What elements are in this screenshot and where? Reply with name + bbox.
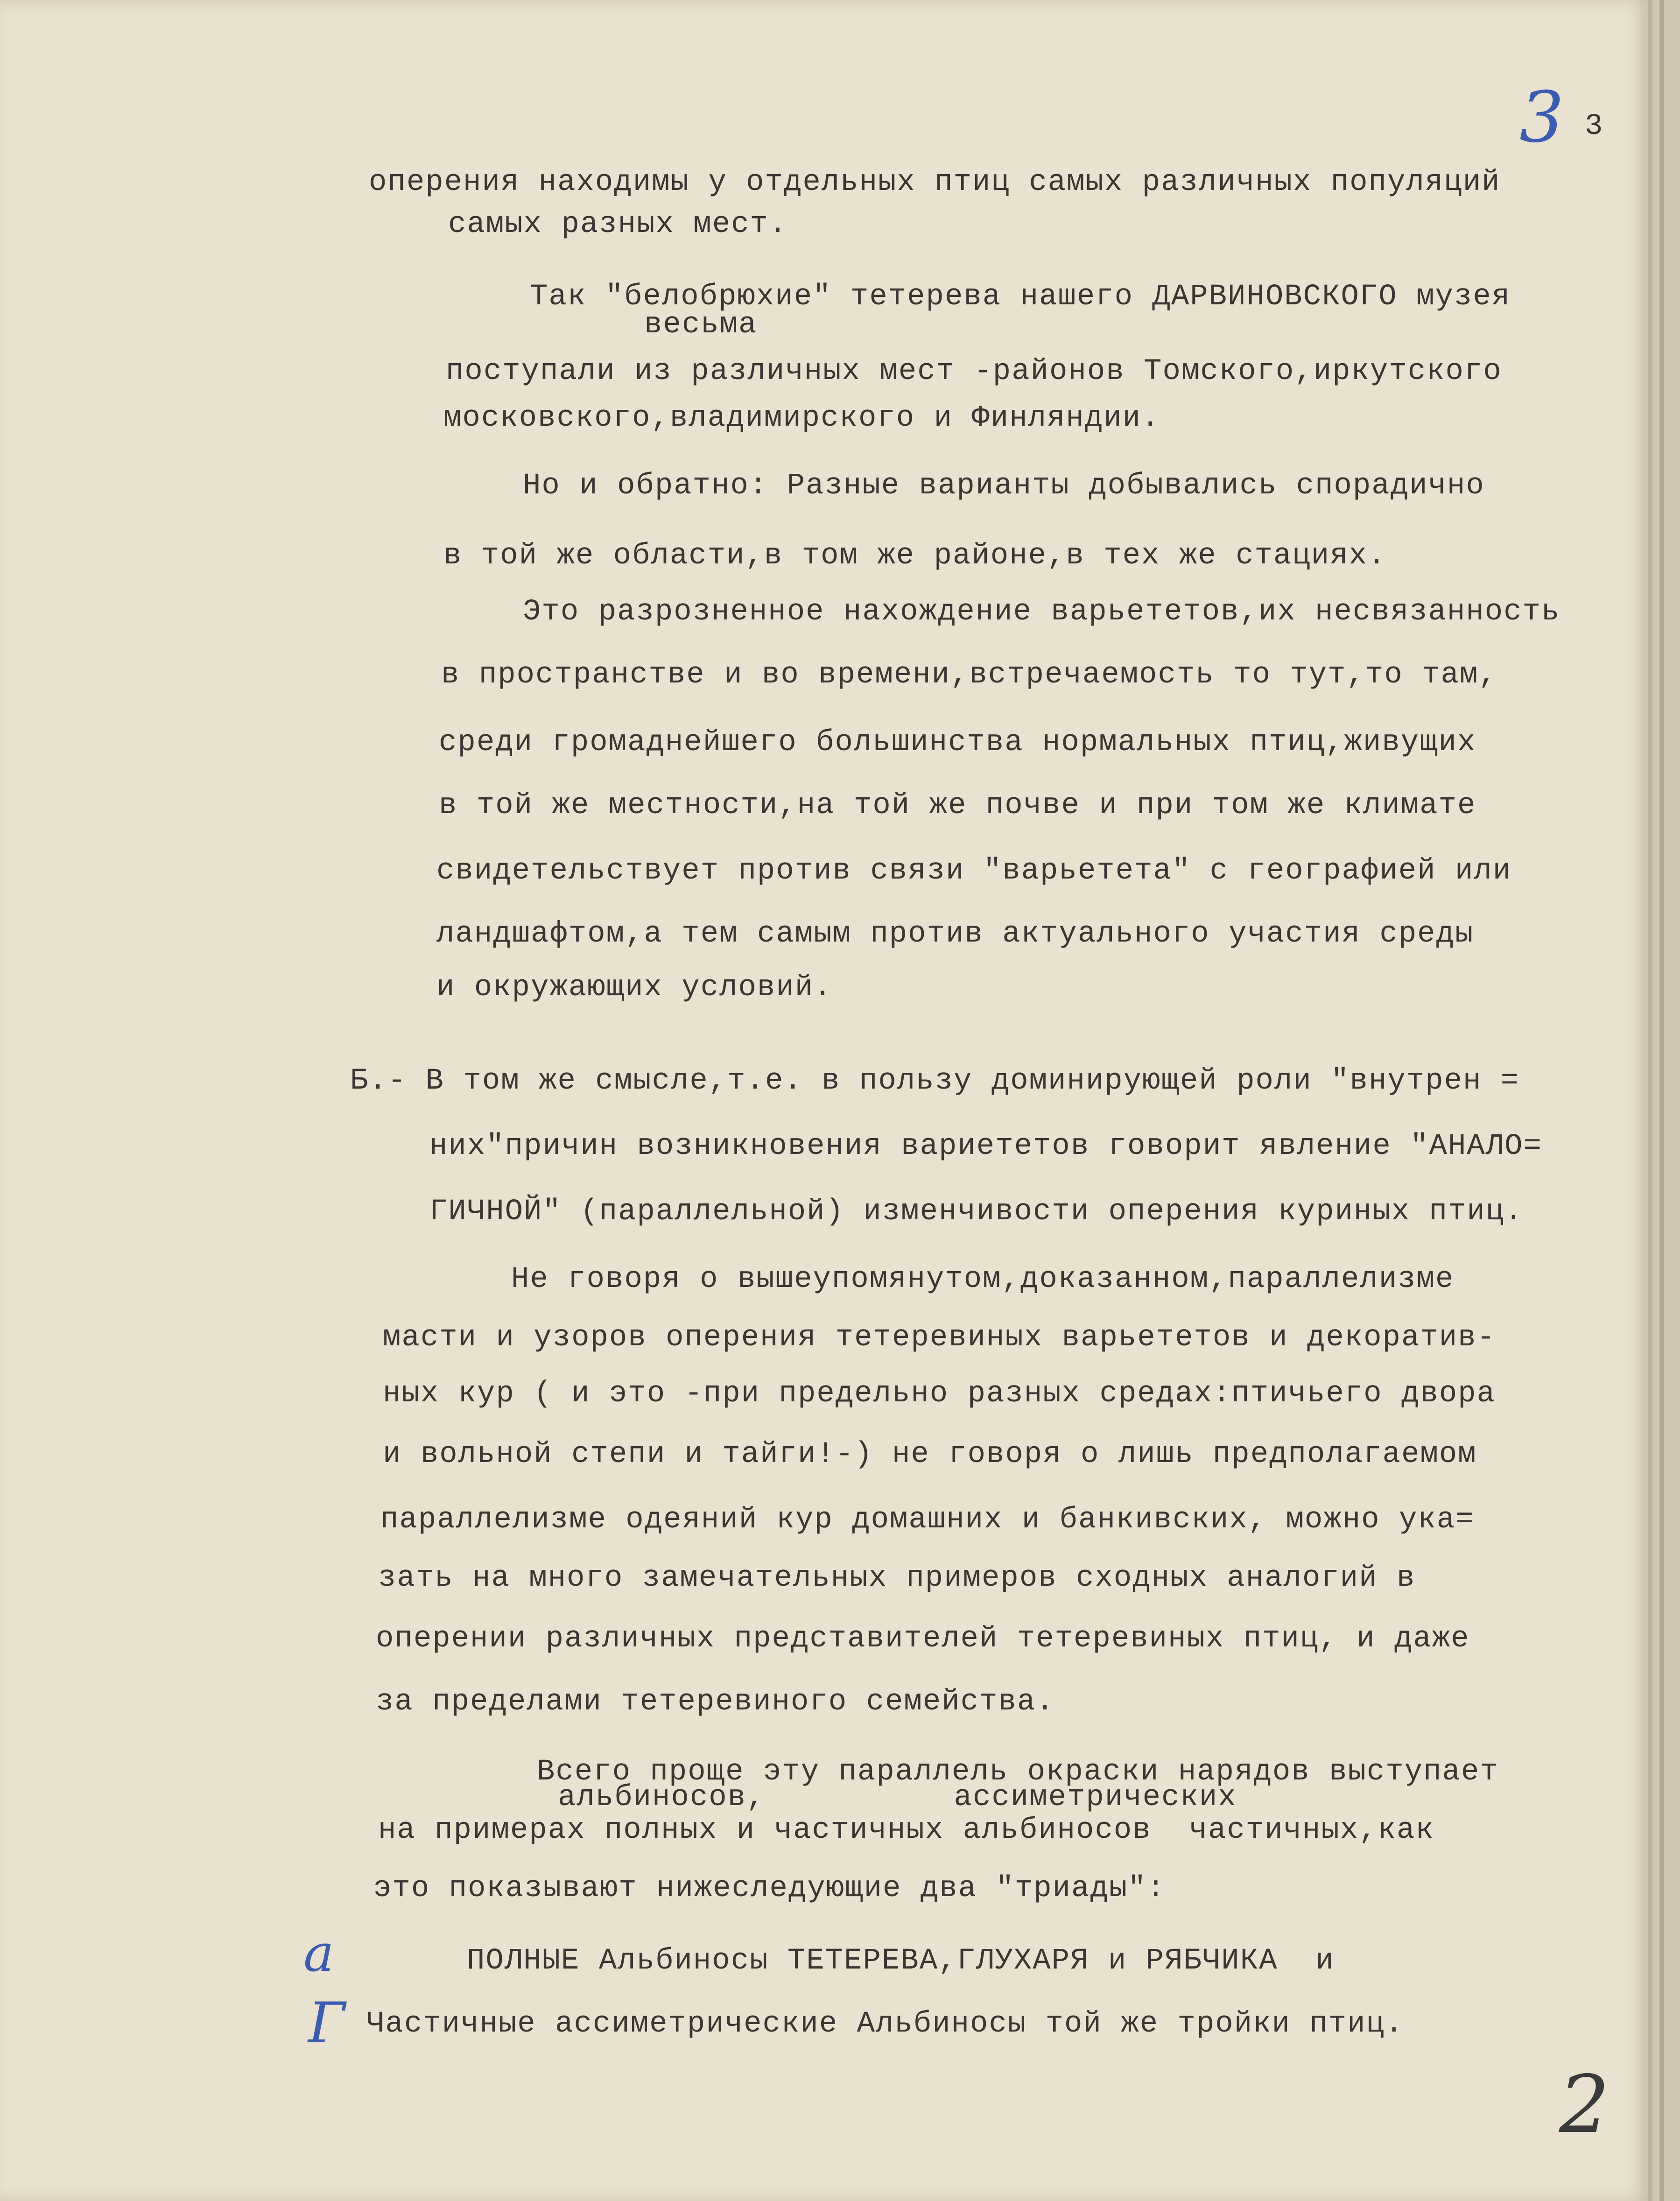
text-line-18: Не говоря о вышеупомянутом,доказанном,параллелизме [511, 1263, 1455, 1296]
text-line-13: ландшафтом,а тем самым против актуального участия среды [436, 917, 1474, 951]
text-line-5: московского,владимирского и Финляндии. [443, 401, 1160, 435]
text-line-29: ПОЛНЫЕ Альбиносы ТЕТЕРЕВА,ГЛУХАРЯ и РЯБЧИКА и [467, 1944, 1335, 1978]
typed-page-number: 3 [1585, 110, 1603, 143]
text-line-insertion-1: весьма [644, 308, 758, 342]
margin-mark-a: а [303, 1923, 334, 1983]
text-line-6: Но и обратно: Разные варианты добывались спорадично [523, 469, 1485, 503]
text-line-3: Так "белобрюхие" тетерева нашего ДАРВИНОВСКОГО музея [530, 280, 1511, 314]
text-line-7: в той же области,в том же районе,в тех же стациях. [443, 539, 1387, 573]
text-line-4: поступали из различных мест -районов Томского,иркутского [446, 355, 1502, 388]
text-line-30: Частичные ассиметрические Альбиносы той же тройки птиц. [366, 2007, 1404, 2041]
text-line-21: и вольной степи и тайги!-) не говоря о лишь предполагаемом [383, 1438, 1477, 1471]
text-line-20: ных кур ( и это -при предельно разных средах:птичьего двора [383, 1377, 1496, 1411]
text-line-25: за пределами тетеревиного семейства. [376, 1685, 1055, 1719]
page-edge-back [1659, 0, 1664, 2201]
text-line-1: оперения находимы у отдельных птиц самых различных популяций [369, 166, 1501, 199]
text-line-14: и окружающих условий. [436, 971, 833, 1005]
text-line-9: в пространстве и во времени,встречаемость то тут,то там, [441, 658, 1497, 692]
text-line-22: параллелизме одеяний кур домашних и банкивских, можно ука= [380, 1503, 1475, 1537]
page-edge [1648, 0, 1652, 2201]
text-line-16: них"причин возникновения вариететов говорит явление "АНАЛО= [429, 1130, 1542, 1163]
text-line-28: это показывают нижеследующие два "триады": [373, 1872, 1166, 1906]
text-line-12: свидетельствует против связи "варьетета" с географией или [436, 854, 1512, 888]
text-line-11: в той же местности,на той же почве и при том же климате [439, 789, 1476, 823]
handwritten-page-number: 3 [1519, 77, 1564, 158]
text-line-2: самых разных мест. [448, 208, 788, 241]
handwritten-bottom-number: 2 [1559, 2059, 1610, 2151]
text-line-26: Всего проще эту параллель окраски нарядов выступает [537, 1755, 1499, 1789]
text-line-24: оперении различных представителей тетеревиных птиц, и даже [376, 1622, 1470, 1656]
text-line-17: ГИЧНОЙ" (параллельной) изменчивости оперения куриных птиц. [429, 1195, 1524, 1229]
text-line-27: на примерах полных и частичных альбиносов частичных,как [378, 1814, 1434, 1847]
text-line-10: среди громаднейшего большинства нормальных птиц,живущих [439, 726, 1476, 759]
text-line-19: масти и узоров оперения тетеревиных варьететов и декоратив- [383, 1321, 1496, 1355]
text-line-8: Это разрозненное нахождение варьететов,их несвязанность [523, 595, 1561, 629]
text-line-23: зать на много замечательных примеров сходных аналогий в [378, 1561, 1416, 1595]
margin-mark-b: Г [308, 1991, 345, 2056]
text-line-15: Б.- В том же смысле,т.е. в пользу доминирующей роли "внутрен = [350, 1064, 1520, 1098]
text-line-insertion-2: альбиносов, ассиметрических [558, 1781, 1237, 1814]
